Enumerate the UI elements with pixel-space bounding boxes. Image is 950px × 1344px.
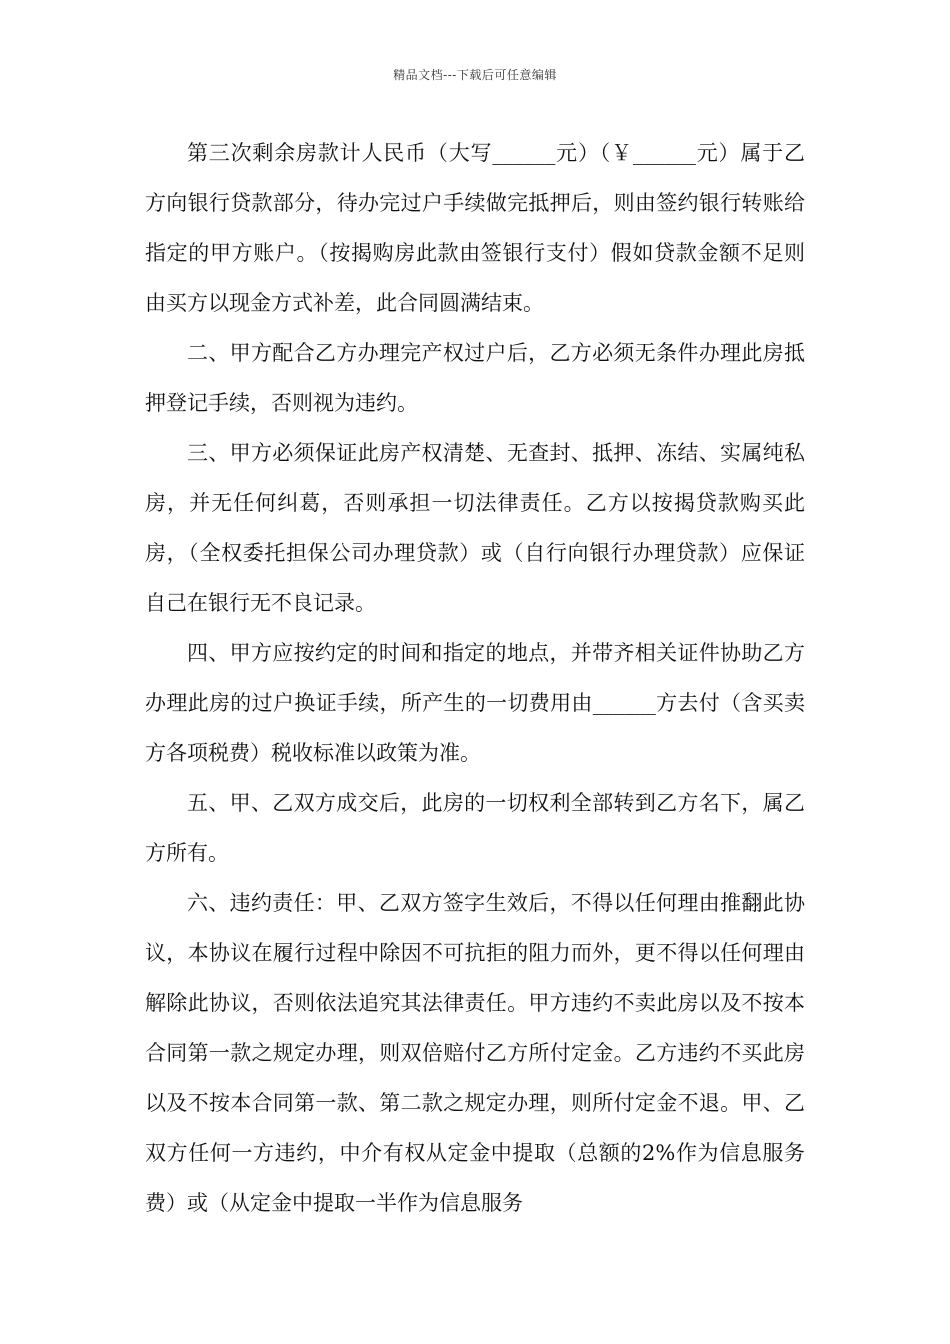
paragraph-clause-4: 四、甲方应按约定的时间和指定的地点，并带齐相关证件协助乙方办理此房的过户换证手续，所产生的一切费用由______方去付（含买卖方各项税费）税收标准以政策为准。: [145, 641, 805, 765]
paragraph-third-payment: 第三次剩余房款计人民币（大写______元）（￥______元）属于乙方向银行贷款部分，待办完过户手续做完抵押后，则由签约银行转账给指定的甲方账户。（按揭购房此款由签银行支付）假如贷款金额不足则由买方以现金方式补差，此合同圆满结束。: [145, 141, 805, 315]
contract-body: [145, 128, 805, 1228]
paragraph-clause-6: 六、违约责任：甲、乙双方签字生效后，不得以任何理由推翻此协议，本协议在履行过程中除因不可抗拒的阻力而外，更不得以任何理由解除此协议，否则依法追究其法律责任。甲方违约不卖此房以及不按本合同第一款之规定办理，则双倍赔付乙方所付定金。乙方违约不买此房以及不按本合同第一款、第二款之规定办理，则所付定金不退。甲、乙双方任何一方违约，中介有权从定金中提取（总额的2%作为信息服务费）或（从定金中提取一半作为信息服务: [145, 891, 805, 1215]
paragraph-clause-5: 五、甲、乙双方成交后，此房的一切权利全部转到乙方名下，属乙方所有。: [145, 791, 805, 865]
paragraph-clause-3: 三、甲方必须保证此房产权清楚、无查封、抵押、冻结、实属纯私房，并无任何纠葛，否则承担一切法律责任。乙方以按揭贷款购买此房，（全权委托担保公司办理贷款）或（自行向银行办理贷款）应保证自己在银行无不良记录。: [145, 441, 805, 615]
header-note: 精品文档---下载后可任意编辑: [393, 68, 557, 82]
paragraph-clause-2: 二、甲方配合乙方办理完产权过户后，乙方必须无条件办理此房抵押登记手续，否则视为违约。: [145, 341, 805, 415]
